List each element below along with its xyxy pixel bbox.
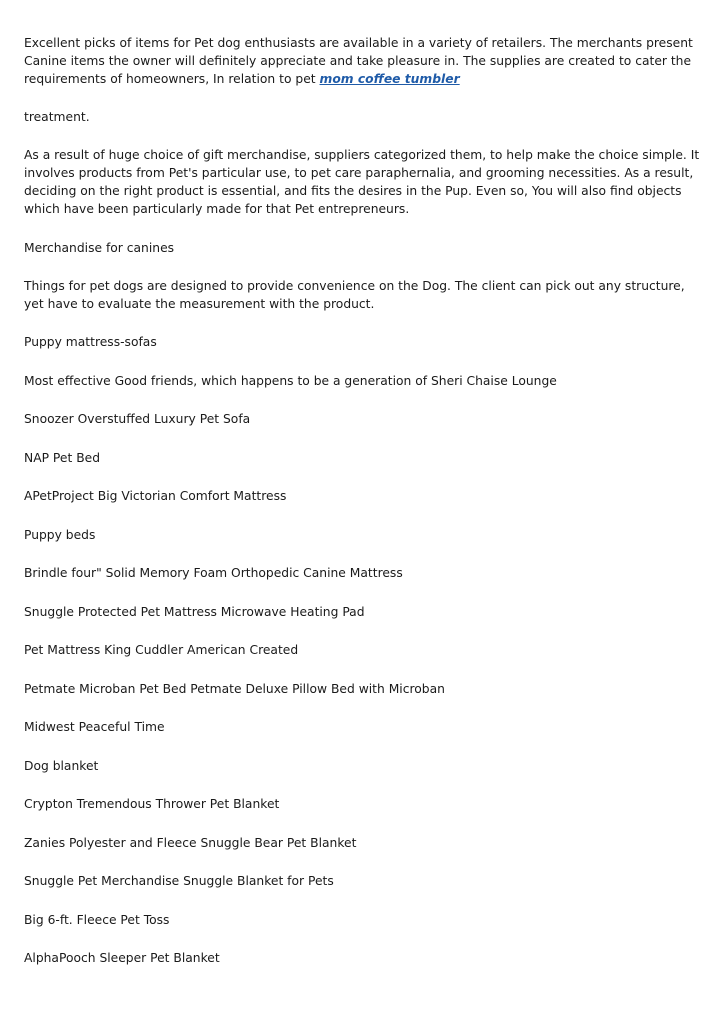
list-item: Puppy beds [24, 527, 96, 542]
merchandise-heading: Merchandise for canines [24, 240, 175, 255]
list-item: Crypton Tremendous Thrower Pet Blanket [24, 797, 280, 812]
intro-tail-paragraph: treatment. [24, 109, 90, 124]
list-item: Big 6-ft. Fleece Pet Toss [24, 912, 170, 927]
product-list [24, 333, 700, 988]
list-item: Brindle four" Solid Memory Foam Orthopedic Canine Mattress [24, 566, 403, 581]
list-item: Snuggle Pet Merchandise Snuggle Blanket for Pets [24, 874, 334, 889]
list-item: Snuggle Protected Pet Mattress Microwave Heating Pad [24, 604, 365, 619]
intro-text: Excellent picks of items for Pet dog enthusiasts are available in a variety of retailers. The merchants present Canine items the owner will definitely appreciate and take pleasure in. The supplies are created to cater the requirements of homeowners, In relation to pet [24, 36, 693, 87]
list-item: Zanies Polyester and Fleece Snuggle Bear Pet Blanket [24, 835, 357, 850]
list-item: Pet Mattress King Cuddler American Created [24, 643, 299, 658]
mom-coffee-tumbler-link[interactable]: mom coffee tumbler [319, 72, 460, 87]
things-paragraph: Things for pet dogs are designed to provide convenience on the Dog. The client can pick out any structure, yet have to evaluate the measurement with the product. [24, 278, 685, 312]
list-item: Most effective Good friends, which happens to be a generation of Sheri Chaise Lounge [24, 373, 557, 388]
list-item: APetProject Big Victorian Comfort Mattress [24, 489, 287, 504]
choice-paragraph: As a result of huge choice of gift merchandise, suppliers categorized them, to help make the choice simple. It involves products from Pet's particular use, to pet care paraphernalia, and grooming necessities. As a result, deciding on the right product is essential, and fits the desires in the Pup. Even so, You will also find objects which have been particularly made for that Pet entrepreneurs. [24, 147, 700, 217]
intro-paragraph [24, 34, 700, 89]
list-item: Puppy mattress-sofas [24, 335, 157, 350]
document-body [24, 34, 700, 988]
list-item: Dog blanket [24, 758, 99, 773]
list-item: Petmate Microban Pet Bed Petmate Deluxe Pillow Bed with Microban [24, 681, 445, 696]
list-item: AlphaPooch Sleeper Pet Blanket [24, 951, 220, 966]
list-item: Midwest Peaceful Time [24, 720, 165, 735]
list-item: Snoozer Overstuffed Luxury Pet Sofa [24, 412, 251, 427]
list-item: NAP Pet Bed [24, 450, 101, 465]
